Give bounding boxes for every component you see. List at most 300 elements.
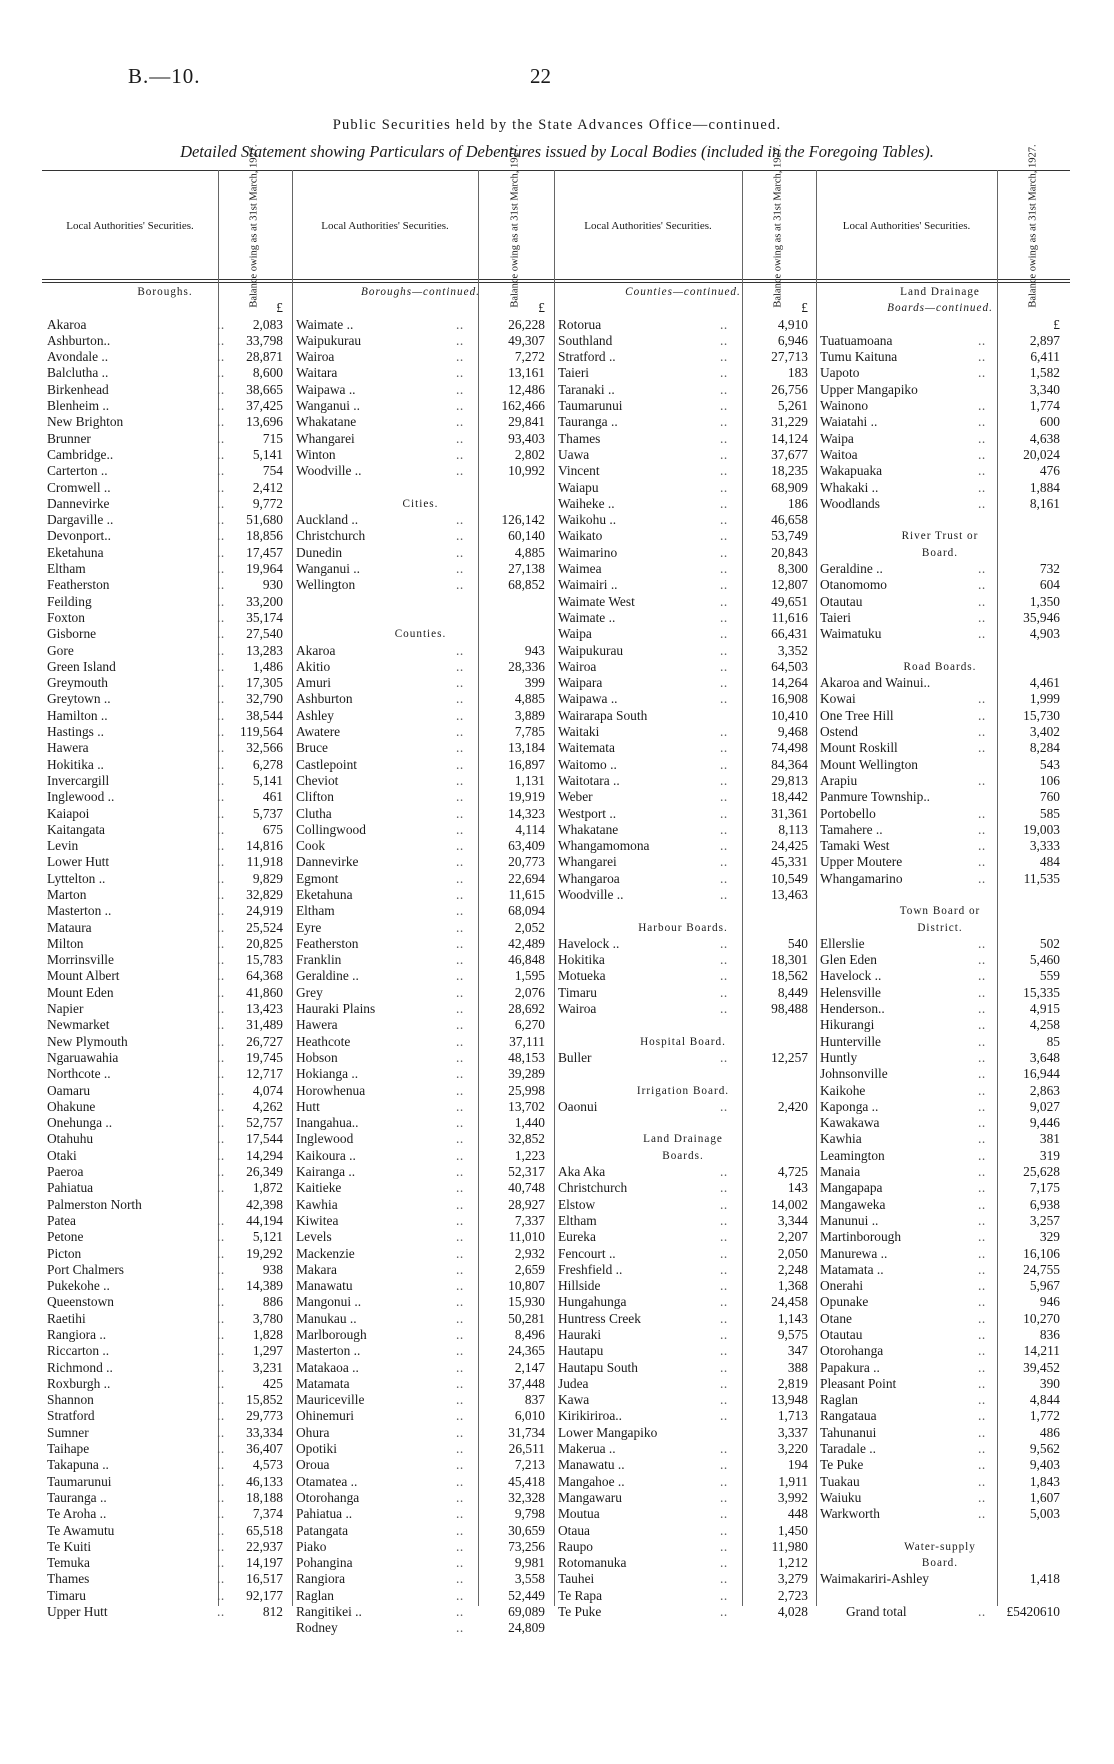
authority-name: Waimate .. xyxy=(296,316,354,332)
balance-value: 4,461 xyxy=(1029,675,1060,691)
leader-dots: .. xyxy=(978,1489,986,1505)
balance-value: 390 xyxy=(1039,1375,1060,1391)
leader-dots: .. xyxy=(720,414,728,430)
leader-dots: .. xyxy=(456,838,464,854)
leader-dots: .. xyxy=(456,463,464,479)
table-row xyxy=(47,333,283,349)
leader-dots: .. xyxy=(456,984,464,1000)
authority-name: Woodville .. xyxy=(296,463,362,479)
table-row xyxy=(47,626,283,642)
authority-name: Mataura xyxy=(47,919,92,935)
authority-name: Clifton xyxy=(296,789,334,805)
authority-name: Mount Wellington xyxy=(820,756,918,772)
leader-dots: .. xyxy=(217,1212,225,1228)
balance-value: 886 xyxy=(262,1294,283,1310)
column-rule xyxy=(554,170,555,1606)
table-row xyxy=(558,854,808,870)
balance-value: 2,052 xyxy=(514,919,545,935)
leader-dots: .. xyxy=(978,1212,986,1228)
leader-dots: .. xyxy=(217,365,225,381)
balance-value: 2,083 xyxy=(252,316,283,332)
authority-name: Winton xyxy=(296,446,336,462)
table-row xyxy=(296,1425,545,1441)
balance-value: 2,863 xyxy=(1029,1082,1060,1098)
authority-name: Foxton xyxy=(47,609,85,625)
authority-name: Kaikohe xyxy=(820,1082,866,1098)
balance-value: 19,919 xyxy=(508,789,545,805)
balance-value: 28,871 xyxy=(246,349,283,365)
leader-dots: .. xyxy=(217,821,225,837)
authority-name: Te Rapa xyxy=(558,1587,603,1603)
balance-value: 14,323 xyxy=(508,805,545,821)
header-balance-text: Balance owing as at 31st March, 1927. xyxy=(773,144,785,308)
currency-symbol-row xyxy=(296,300,545,316)
table-top-rule xyxy=(42,170,1070,171)
authority-name: Cromwell .. xyxy=(47,479,111,495)
leader-dots: .. xyxy=(978,707,986,723)
authority-name: Lower Mangapiko xyxy=(558,1424,658,1440)
balance-value: 13,423 xyxy=(246,1001,283,1017)
authority-name: Hauraki xyxy=(558,1327,602,1342)
leader-dots: .. xyxy=(456,1033,464,1049)
authority-name: Hawera xyxy=(296,1017,338,1033)
table-row xyxy=(47,691,283,707)
table-row xyxy=(558,1376,808,1392)
leader-dots: .. xyxy=(978,1196,986,1212)
authority-name: Tauranga .. xyxy=(558,414,618,430)
spacer-row xyxy=(296,480,545,496)
balance-value: 28,927 xyxy=(508,1196,545,1212)
table-row xyxy=(558,398,808,414)
authority-name: Arapiu xyxy=(820,772,858,788)
table-row xyxy=(820,1343,1060,1359)
leader-dots: .. xyxy=(720,1196,728,1212)
authority-name: Richmond .. xyxy=(47,1359,113,1375)
authority-name: Elstow xyxy=(558,1196,596,1212)
leader-dots: .. xyxy=(978,870,986,886)
balance-value: 16,106 xyxy=(1023,1245,1060,1261)
table-row xyxy=(820,1425,1060,1441)
table-row xyxy=(296,1343,545,1359)
table-row xyxy=(47,920,283,936)
leader-dots: .. xyxy=(978,1294,986,1310)
authority-name: Wairarapa South xyxy=(558,707,648,723)
authority-name: Oroua xyxy=(296,1457,330,1473)
authority-name: Te Kuiti xyxy=(47,1538,92,1554)
authority-name: Hungahunga xyxy=(558,1294,627,1310)
authority-name: Uawa xyxy=(558,446,590,462)
header-balance-text: Balance owing as at 31st March, 1927. xyxy=(249,144,261,308)
balance-value: 14,002 xyxy=(771,1196,808,1212)
leader-dots: .. xyxy=(720,821,728,837)
balance-value: 5,460 xyxy=(1029,952,1060,968)
leader-dots: .. xyxy=(978,1278,986,1294)
header-balance-4 xyxy=(999,144,1069,308)
leader-dots: .. xyxy=(456,1375,464,1391)
leader-dots: .. xyxy=(217,642,225,658)
balance-value: 22,694 xyxy=(508,870,545,886)
leader-dots: .. xyxy=(456,1049,464,1065)
leader-dots: .. xyxy=(456,870,464,886)
leader-dots: .. xyxy=(978,430,986,446)
authority-name: Collingwood xyxy=(296,821,366,837)
balance-value: 1,607 xyxy=(1029,1489,1060,1505)
authority-name: Helensville xyxy=(820,984,881,1000)
spacer-row xyxy=(558,903,808,919)
leader-dots: .. xyxy=(720,1098,728,1114)
balance-value: 29,773 xyxy=(246,1408,283,1424)
currency-symbol: £ xyxy=(1053,316,1060,332)
leader-dots: .. xyxy=(720,1587,728,1603)
page-number: 22 xyxy=(530,64,551,88)
table-row xyxy=(558,447,808,463)
authority-name: Waipawa .. xyxy=(558,691,618,707)
authority-name: Panmure Township.. xyxy=(820,789,931,805)
balance-value: 11,918 xyxy=(246,854,283,870)
authority-name: Hikurangi xyxy=(820,1017,875,1033)
section-heading: Cities. xyxy=(402,497,439,510)
table-row xyxy=(558,1343,808,1359)
balance-value: 46,848 xyxy=(508,952,545,968)
balance-value: 29,813 xyxy=(771,772,808,788)
balance-value: 930 xyxy=(262,577,283,593)
authority-name: Mauriceville xyxy=(296,1392,365,1408)
table-row xyxy=(296,512,545,528)
table-row xyxy=(296,1523,545,1539)
authority-name: Tuakau xyxy=(820,1473,860,1489)
balance-value: 4,262 xyxy=(252,1098,283,1114)
table-row xyxy=(558,822,808,838)
leader-dots: .. xyxy=(217,903,225,919)
leader-dots: .. xyxy=(978,1082,986,1098)
authority-name: Rodney xyxy=(296,1620,338,1636)
authority-name: Hokitika .. xyxy=(47,756,104,772)
leader-dots: .. xyxy=(217,740,225,756)
table-row xyxy=(296,1457,545,1473)
authority-name: Manurewa .. xyxy=(820,1245,888,1261)
leader-dots: .. xyxy=(978,349,986,365)
authority-name: Glen Eden xyxy=(820,952,877,968)
table-row xyxy=(820,447,1060,463)
table-row xyxy=(296,1506,545,1522)
table-row xyxy=(558,1327,808,1343)
leader-dots: .. xyxy=(978,561,986,577)
table-row xyxy=(47,1360,283,1376)
balance-value: 36,407 xyxy=(246,1441,283,1457)
authority-name: Otaki xyxy=(47,1147,77,1163)
table-row xyxy=(296,1539,545,1555)
table-row xyxy=(820,349,1060,365)
leader-dots: .. xyxy=(456,756,464,772)
leader-dots: .. xyxy=(720,1555,728,1571)
leader-dots: .. xyxy=(978,479,986,495)
balance-value: 46,658 xyxy=(771,512,808,528)
leader-dots: .. xyxy=(456,772,464,788)
authority-name: Ostend xyxy=(820,724,858,740)
balance-value: 4,910 xyxy=(777,316,808,332)
leader-dots: .. xyxy=(456,1604,464,1620)
balance-value: 4,074 xyxy=(252,1082,283,1098)
authority-name: Invercargill xyxy=(47,772,110,788)
authority-name: Ohinemuri xyxy=(296,1408,355,1424)
currency-symbol-row xyxy=(47,300,283,316)
table-row xyxy=(820,1017,1060,1033)
leader-dots: .. xyxy=(217,512,225,528)
balance-value: 1,418 xyxy=(1029,1571,1060,1587)
table-row xyxy=(558,740,808,756)
balance-value: 4,638 xyxy=(1029,430,1060,446)
authority-name: Wainono xyxy=(820,398,869,414)
table-row xyxy=(296,1017,545,1033)
section-heading: Boroughs—continued. xyxy=(361,286,480,298)
table-row xyxy=(296,1099,545,1115)
table-row xyxy=(820,1115,1060,1131)
authority-name: Stratford xyxy=(47,1408,95,1424)
authority-name: Manawatu .. xyxy=(558,1457,625,1473)
authority-name: Cambridge.. xyxy=(47,446,114,462)
leader-dots: .. xyxy=(456,1245,464,1261)
authority-name: Waitotara .. xyxy=(558,772,620,788)
balance-value: 1,843 xyxy=(1029,1473,1060,1489)
leader-dots: .. xyxy=(456,658,464,674)
leader-dots: .. xyxy=(217,756,225,772)
balance-value: 425 xyxy=(262,1375,283,1391)
table-row xyxy=(296,789,545,805)
leader-dots: .. xyxy=(720,1278,728,1294)
authority-name: Opotiki xyxy=(296,1441,337,1457)
table-row xyxy=(820,610,1060,626)
authority-name: Otamatea .. xyxy=(296,1473,358,1489)
table-row xyxy=(558,1262,808,1278)
authority-name: Woodlands xyxy=(820,495,880,511)
leader-dots: .. xyxy=(978,1457,986,1473)
table-row xyxy=(820,1050,1060,1066)
leader-dots: .. xyxy=(456,365,464,381)
authority-name: Stratford .. xyxy=(558,349,616,365)
balance-value: 24,425 xyxy=(771,838,808,854)
table-row xyxy=(47,1262,283,1278)
balance-value: 31,734 xyxy=(508,1424,545,1440)
balance-value: 448 xyxy=(787,1506,808,1522)
leader-dots: .. xyxy=(720,772,728,788)
balance-value: 63,409 xyxy=(508,838,545,854)
table-row xyxy=(47,1066,283,1082)
table-row xyxy=(820,1278,1060,1294)
leader-dots: .. xyxy=(217,984,225,1000)
authority-name: Mangahoe .. xyxy=(558,1473,625,1489)
balance-value: 1,131 xyxy=(514,772,545,788)
authority-name: Waimarino xyxy=(558,544,618,560)
table-row xyxy=(820,365,1060,381)
balance-value: 715 xyxy=(262,430,283,446)
table-row xyxy=(558,382,808,398)
authority-name: Hillside xyxy=(558,1278,601,1294)
balance-value: 9,403 xyxy=(1029,1457,1060,1473)
leader-dots: .. xyxy=(978,1098,986,1114)
balance-value: 9,798 xyxy=(514,1506,545,1522)
authority-name: Rotomanuka xyxy=(558,1555,627,1571)
header-balance-3 xyxy=(744,144,814,308)
leader-dots: .. xyxy=(978,1327,986,1342)
leader-dots: .. xyxy=(217,593,225,609)
table-row xyxy=(47,1246,283,1262)
leader-dots: .. xyxy=(720,495,728,511)
balance-value: 65,518 xyxy=(246,1522,283,1538)
balance-value: 30,659 xyxy=(508,1522,545,1538)
balance-value: 319 xyxy=(1039,1147,1060,1163)
leader-dots: .. xyxy=(217,952,225,968)
authority-name: Wakapuaka xyxy=(820,463,883,479)
balance-value: 15,852 xyxy=(246,1392,283,1408)
balance-value: 2,932 xyxy=(514,1245,545,1261)
authority-name: Thames xyxy=(47,1571,90,1587)
authority-name: Akaroa and Wainui.. xyxy=(820,675,931,691)
leader-dots: .. xyxy=(217,430,225,446)
balance-value: 33,334 xyxy=(246,1424,283,1440)
table-row xyxy=(47,1343,283,1359)
leader-dots: .. xyxy=(217,1343,225,1359)
table-row xyxy=(820,1441,1060,1457)
table-row xyxy=(558,708,808,724)
authority-name: Waitara xyxy=(296,365,338,381)
authority-name: Waimate .. xyxy=(558,609,616,625)
leader-dots: .. xyxy=(456,1489,464,1505)
balance-value: 4,114 xyxy=(515,821,545,837)
authority-name: Whangarei xyxy=(296,430,355,446)
balance-value: 1,297 xyxy=(252,1343,283,1359)
authority-name: Fencourt .. xyxy=(558,1245,616,1261)
authority-name: Featherston xyxy=(296,935,359,951)
leader-dots: .. xyxy=(217,919,225,935)
leader-dots: .. xyxy=(456,1359,464,1375)
table-row xyxy=(558,496,808,512)
table-row xyxy=(558,528,808,544)
leader-dots: .. xyxy=(217,838,225,854)
table-row xyxy=(820,1213,1060,1229)
table-row xyxy=(558,1408,808,1424)
spacer-row xyxy=(558,1115,808,1131)
balance-value: 399 xyxy=(524,675,545,691)
balance-value: 2,412 xyxy=(252,479,283,495)
leader-dots: .. xyxy=(456,1017,464,1033)
balance-value: 68,909 xyxy=(771,479,808,495)
balance-value: 6,278 xyxy=(252,756,283,772)
table-row xyxy=(296,333,545,349)
table-row xyxy=(296,1588,545,1604)
section-heading: Road Boards. xyxy=(903,660,977,673)
balance-value: 16,908 xyxy=(771,691,808,707)
authority-name: Taradale .. xyxy=(820,1441,876,1457)
leader-dots: .. xyxy=(720,1245,728,1261)
balance-value: 14,816 xyxy=(246,838,283,854)
leader-dots: .. xyxy=(720,675,728,691)
table-row xyxy=(47,447,283,463)
table-row xyxy=(820,691,1060,707)
leader-dots: .. xyxy=(456,316,464,332)
authority-name: Lower Hutt xyxy=(47,854,110,870)
leader-dots: .. xyxy=(978,935,986,951)
leader-dots: .. xyxy=(217,1115,225,1131)
authority-name: Onehunga .. xyxy=(47,1115,113,1131)
table-row xyxy=(47,382,283,398)
authority-name: Takapuna .. xyxy=(47,1457,109,1473)
leader-dots: .. xyxy=(456,1538,464,1554)
authority-name: Waipukurau xyxy=(296,332,362,348)
leader-dots: .. xyxy=(456,1180,464,1196)
table-row xyxy=(558,545,808,561)
authority-name: Taihape xyxy=(47,1441,90,1457)
balance-value: 26,349 xyxy=(246,1164,283,1180)
authority-name: Rotorua xyxy=(558,316,602,332)
table-row xyxy=(820,854,1060,870)
leader-dots: .. xyxy=(217,1164,225,1180)
balance-value: 19,745 xyxy=(246,1049,283,1065)
balance-value: 28,336 xyxy=(508,658,545,674)
authority-name: Kawhia xyxy=(820,1131,862,1147)
leader-dots: .. xyxy=(217,1441,225,1457)
leader-dots: .. xyxy=(217,544,225,560)
leader-dots: .. xyxy=(978,1392,986,1408)
authority-name: Upper Moutere xyxy=(820,854,903,870)
table-row xyxy=(47,985,283,1001)
authority-name: Matamata xyxy=(296,1375,350,1391)
table-row xyxy=(558,1360,808,1376)
authority-name: Dunedin xyxy=(296,544,343,560)
leader-dots: .. xyxy=(217,398,225,414)
leader-dots: .. xyxy=(217,1457,225,1473)
balance-value: 11,535 xyxy=(1023,870,1060,886)
authority-name: Castlepoint xyxy=(296,756,357,772)
table-row xyxy=(47,659,283,675)
balance-value: 39,452 xyxy=(1023,1359,1060,1375)
leader-dots: .. xyxy=(720,870,728,886)
leader-dots: .. xyxy=(456,886,464,902)
balance-value: 600 xyxy=(1039,414,1060,430)
table-row xyxy=(296,1555,545,1571)
balance-value: 754 xyxy=(262,463,283,479)
balance-value: 162,466 xyxy=(501,398,545,414)
leader-dots: .. xyxy=(720,1457,728,1473)
authority-name: Taieri xyxy=(820,609,852,625)
authority-name: Thames xyxy=(558,430,601,446)
authority-name: Sumner xyxy=(47,1424,89,1440)
table-row xyxy=(47,1180,283,1196)
authority-name: Warkworth xyxy=(820,1506,880,1522)
leader-dots: .. xyxy=(720,789,728,805)
authority-name: Marton xyxy=(47,886,87,902)
table-row xyxy=(558,512,808,528)
authority-name: Ashburton xyxy=(296,691,353,707)
grand-total-label: Grand total xyxy=(846,1604,907,1620)
balance-value: 31,361 xyxy=(771,805,808,821)
leader-dots: .. xyxy=(720,1212,728,1228)
table-row xyxy=(820,1457,1060,1473)
balance-value: 476 xyxy=(1039,463,1060,479)
balance-value: 1,772 xyxy=(1029,1408,1060,1424)
authority-name: Cheviot xyxy=(296,772,339,788)
authority-name: Westport .. xyxy=(558,805,617,821)
table-row xyxy=(820,480,1060,496)
authority-name: Tauhei xyxy=(558,1571,595,1587)
table-row xyxy=(558,757,808,773)
authority-name: Patangata xyxy=(296,1522,349,1538)
balance-value: 1,450 xyxy=(777,1522,808,1538)
table-row xyxy=(820,463,1060,479)
authority-name: Akaroa xyxy=(296,642,336,658)
authority-name: Pleasant Point xyxy=(820,1375,897,1391)
leader-dots: .. xyxy=(978,1506,986,1522)
balance-value: 13,702 xyxy=(508,1098,545,1114)
